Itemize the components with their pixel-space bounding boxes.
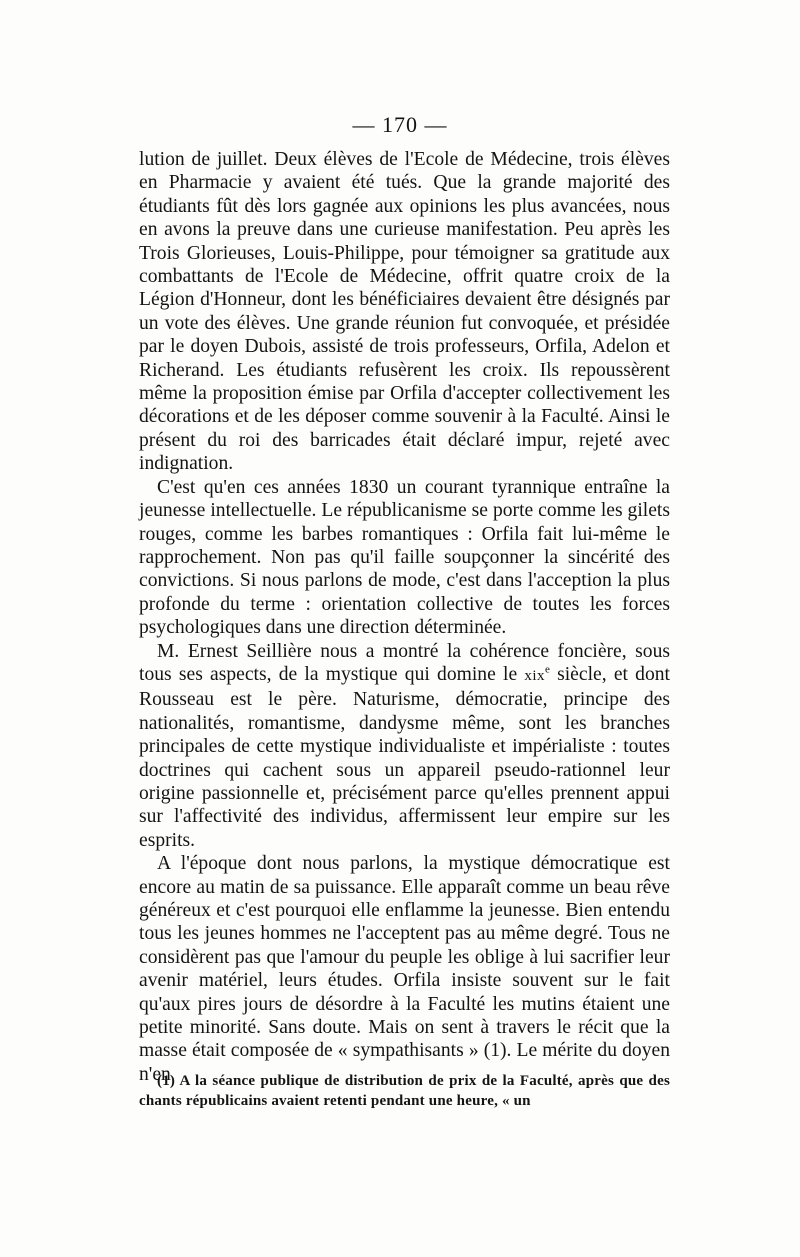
- paragraph-4: A l'époque dont nous parlons, la mystique démocratique est encore au matin de sa puissance. Elle apparaît comme un beau rêve généreux et c'est pourquoi elle enflamme la jeunesse. Bien entendu tous les jeunes hommes ne l'acceptent pas au même degré. Tous ne considèrent pas que l'amour du peuple les oblige à lui sacrifier leur avenir matériel, leurs études. Orfila insiste souvent sur le fait qu'aux pires jours de désordre à la Faculté les mutins étaient une petite minorité. Sans doute. Mais on sent à travers le récit que la masse était composée de « sympathisants » (1). Le mérite du doyen n'en: [139, 853, 670, 1085]
- page-number: — 170 —: [352, 112, 448, 137]
- paragraph-3-start: M. Ernest Seillière nous a montré la cohérence foncière, sous tous ses aspects, de la mystique qui domine le: [139, 640, 670, 685]
- paragraph-3: [139, 640, 670, 853]
- paragraph-2: C'est qu'en ces années 1830 un courant tyrannique entraîne la jeunesse intellectuelle. Le républicanisme se porte comme les gilets rouges, comme les barbes romantiques : Orfila fait lui-même le rapprochement. Non pas qu'il faille soupçonner la sincérité des convictions. Si nous parlons de mode, c'est dans l'acception la plus profonde du terme : orientation collective de toutes les forces psychologiques dans une direction déterminée.: [139, 476, 670, 639]
- century-numeral: xix: [524, 667, 546, 684]
- paragraph-3-end: siècle, et dont Rousseau est le père. Naturisme, démocratie, principe des nationalités, romantisme, dandysme même, sont les branches principales de cette mystique individualiste et impérialiste : toutes doctrines qui cachent sous un appareil pseudo-rationnel leur origine passionnelle et, précisément parce qu'elles prennent appui sur l'affectivité des individus, affermissent leur empire sur les esprits.: [139, 663, 670, 851]
- body-text: [139, 148, 670, 1086]
- paragraph-1: lution de juillet. Deux élèves de l'Ecole de Médecine, trois élèves en Pharmacie y avaient été tués. Que la grande majorité des étudiants fût dès lors gagnée aux opinions les plus avancées, nous en avons la preuve dans une curieuse manifestation. Peu après les Trois Glorieuses, Louis-Philippe, pour témoigner sa gratitude aux combattants de l'Ecole de Médecine, offrit quatre croix de la Légion d'Honneur, dont les bénéficiaires devaient être désignés par un vote des élèves. Une grande réunion fut convoquée, et présidée par le doyen Dubois, assisté de trois professeurs, Orfila, Adelon et Richerand. Les étudiants refusèrent les croix. Ils repoussèrent même la proposition émise par Orfila d'accepter collectivement les décorations et de les déposer comme souvenir à la Faculté. Ainsi le présent du roi des barricades était déclaré impur, rejeté avec indignation.: [139, 149, 670, 475]
- century-superscript: e: [545, 663, 550, 676]
- footnote: (1) A la séance publique de distribution de prix de la Faculté, après que des chants républicains avaient retenti pendant une heure, « un: [139, 1073, 670, 1109]
